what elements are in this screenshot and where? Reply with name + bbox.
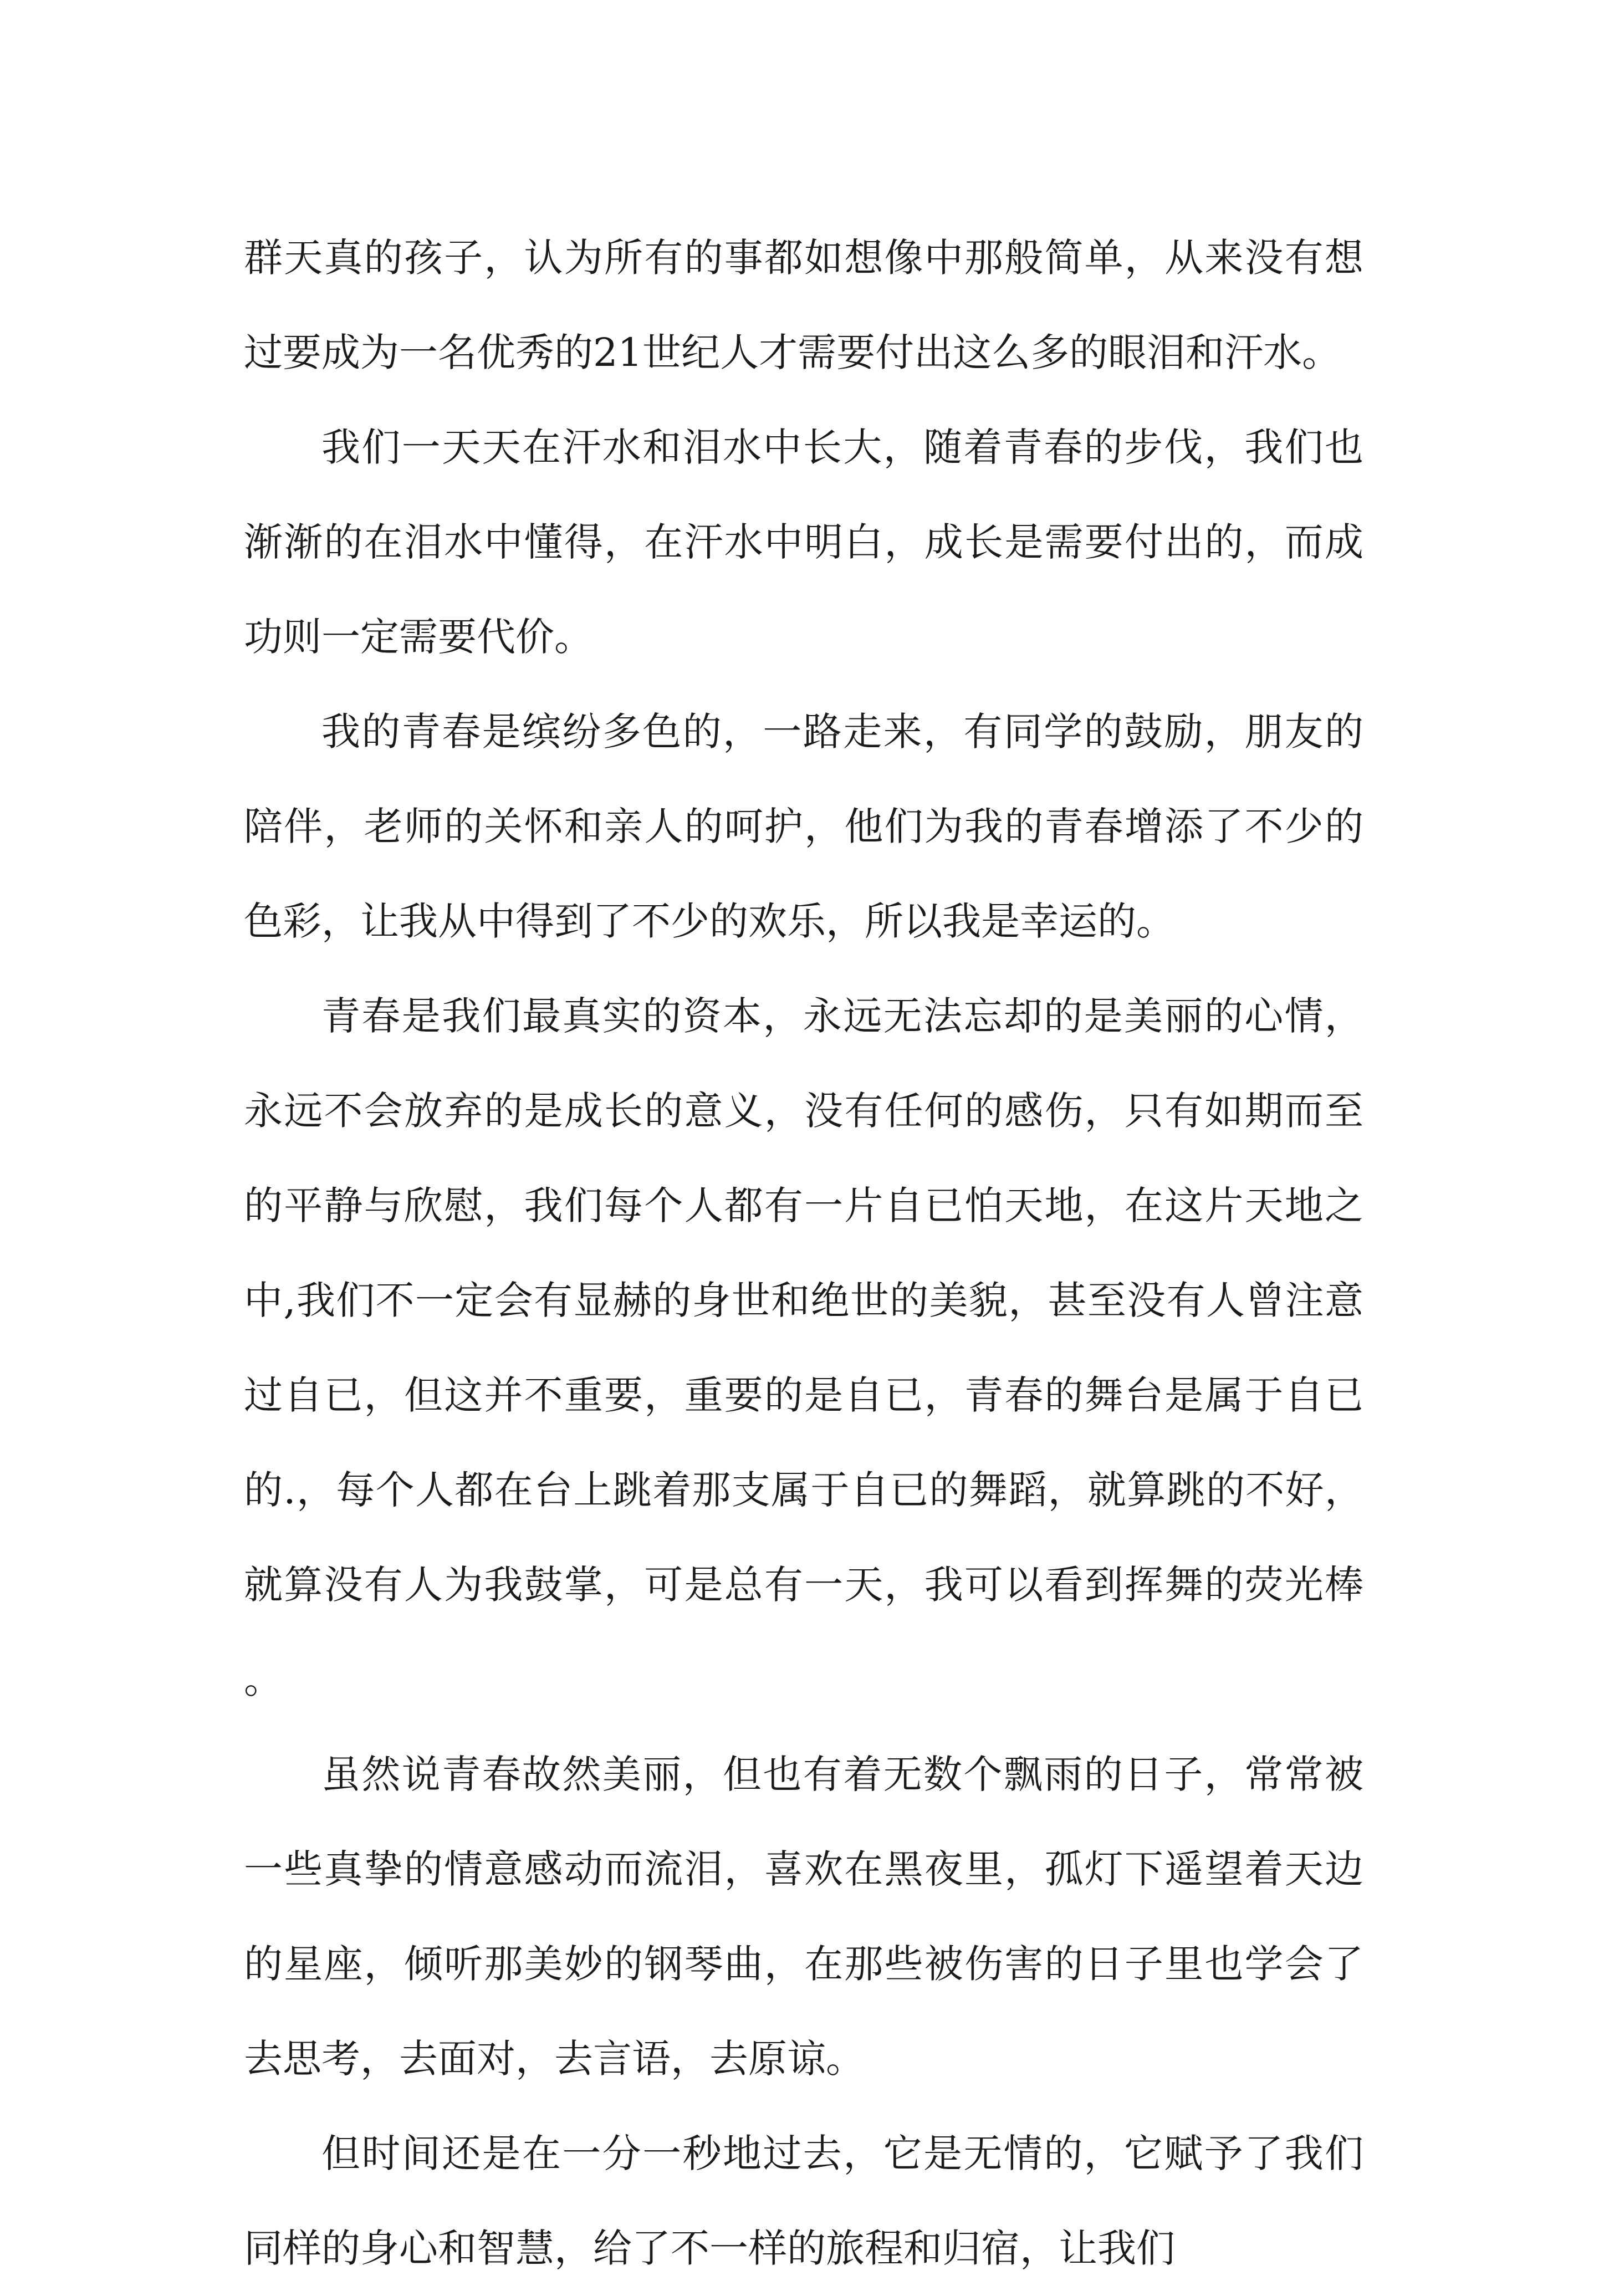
paragraph-1: 群天真的孩子，认为所有的事都如想像中那般简单，从来没有想过要成为一名优秀的21世纪人才需要付出这么多的眼泪和汗水。 <box>244 235 1363 375</box>
paragraph-5: 虽然说青春故然美丽，但也有着无数个飘雨的日子，常常被一些真挚的情意感动而流泪，喜欢在黑夜里，孤灯下遥望着天边的星座，倾听那美妙的钢琴曲，在那些被伤害的日子里也学会了去思考，去面对，去言语，去原谅。 <box>244 1752 1363 2081</box>
paragraph-6: 但时间还是在一分一秒地过去，它是无情的，它赋予了我们同样的身心和智慧，给了不一样的旅程和归宿，让我们 <box>244 2131 1363 2271</box>
paragraph-3: 我的青春是缤纷多色的，一路走来，有同学的鼓励，朋友的陪伴，老师的关怀和亲人的呵护，他们为我的青春增添了不少的色彩，让我从中得到了不少的欢乐，所以我是幸运的。 <box>244 709 1363 944</box>
paragraph-2: 我们一天天在汗水和泪水中长大，随着青春的步伐，我们也渐渐的在泪水中懂得，在汗水中明白，成长是需要付出的，而成功则一定需要代价。 <box>244 425 1363 660</box>
document-body <box>244 211 1363 2296</box>
paragraph-4: 青春是我们最真实的资本，永远无法忘却的是美丽的心情，永远不会放弃的是成长的意义，没有任何的感伤，只有如期而至的平静与欣慰，我们每个人都有一片自已怕天地，在这片天地之中,我们不一定会有显赫的身世和绝世的美貌，甚至没有人曾注意过自已，但这并不重要，重要的是自已，青春的舞台是属于自已的.，每个人都在台上跳着那支属于自已的舞蹈，就算跳的不好，就算没有人为我鼓掌，可是总有一天，我可以看到挥舞的荧光棒。 <box>244 993 1363 1702</box>
